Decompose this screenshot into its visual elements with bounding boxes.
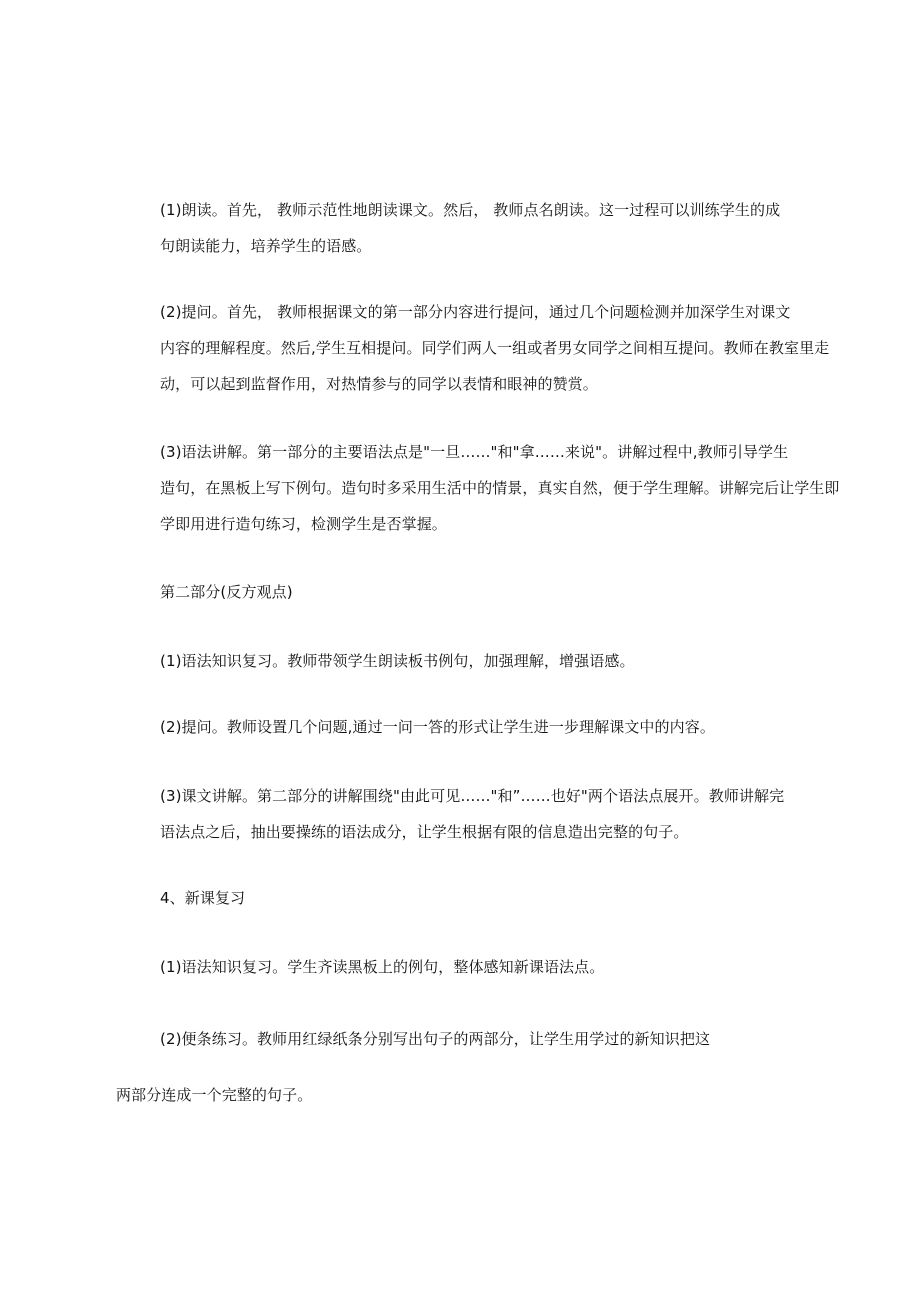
paragraph-grammar-review-new xyxy=(116,949,812,985)
paragraph-questioning xyxy=(116,294,830,402)
text-line: (3)语法讲解。第一部分的主要语法点是"一旦……"和"拿……来说"。讲解过程中,教师引导学生 xyxy=(160,443,789,461)
text-line: (1)语法知识复习。学生齐读黑板上的例句，整体感知新课语法点。 xyxy=(160,958,605,976)
text-line: 4、新课复习 xyxy=(160,889,246,907)
text-line: 语法点之后，抽出要操练的语法成分，让学生根据有限的信息造出完整的句子。 xyxy=(160,823,689,841)
text-line: (1)朗读。首先， 教师示范性地朗读课文。然后， 教师点名朗读。这一过程可以训练学生的成 xyxy=(160,201,781,219)
section-heading-new-lesson-review xyxy=(116,880,812,916)
paragraph-note-practice-continued xyxy=(116,1077,812,1113)
paragraph-note-practice xyxy=(116,1021,812,1057)
text-line: 句朗读能力，培养学生的语感。 xyxy=(160,237,372,255)
paragraph-text-explanation xyxy=(116,778,812,850)
text-line: (2)提问。教师设置几个问题,通过一问一答的形式让学生进一步理解课文中的内容。 xyxy=(160,718,715,736)
section-heading-part-two xyxy=(116,574,812,610)
text-line: (2)提问。首先， 教师根据课文的第一部分内容进行提问，通过几个问题检测并加深学生对课文 xyxy=(160,303,791,321)
text-line: 学即用进行造句练习，检测学生是否掌握。 xyxy=(160,515,447,533)
text-line: 内容的理解程度。然后,学生互相提问。同学们两人一组或者男女同学之间相互提问。教师在教室里走 xyxy=(160,339,830,357)
text-line: (2)便条练习。教师用红绿纸条分别写出句子的两部分，让学生用学过的新知识把这 xyxy=(160,1030,711,1048)
text-line: (1)语法知识复习。教师带领学生朗读板书例句，加强理解，增强语感。 xyxy=(160,652,635,670)
paragraph-grammar-review xyxy=(116,643,812,679)
text-line: 第二部分(反方观点) xyxy=(160,583,293,601)
paragraph-grammar-explanation xyxy=(116,434,840,542)
text-line: (3)课文讲解。第二部分的讲解围绕"由此可见……"和”……也好"两个语法点展开。教师讲解完 xyxy=(160,787,785,805)
paragraph-questioning-part-two xyxy=(116,709,812,745)
text-line: 动，可以起到监督作用，对热情参与的同学以表情和眼神的赞赏。 xyxy=(160,375,598,393)
paragraph-reading xyxy=(116,192,812,264)
text-line: 两部分连成一个完整的句子。 xyxy=(116,1086,313,1104)
text-line: 造句，在黑板上写下例句。造句时多采用生活中的情景，真实自然，便于学生理解。讲解完后让学生即 xyxy=(160,479,840,497)
